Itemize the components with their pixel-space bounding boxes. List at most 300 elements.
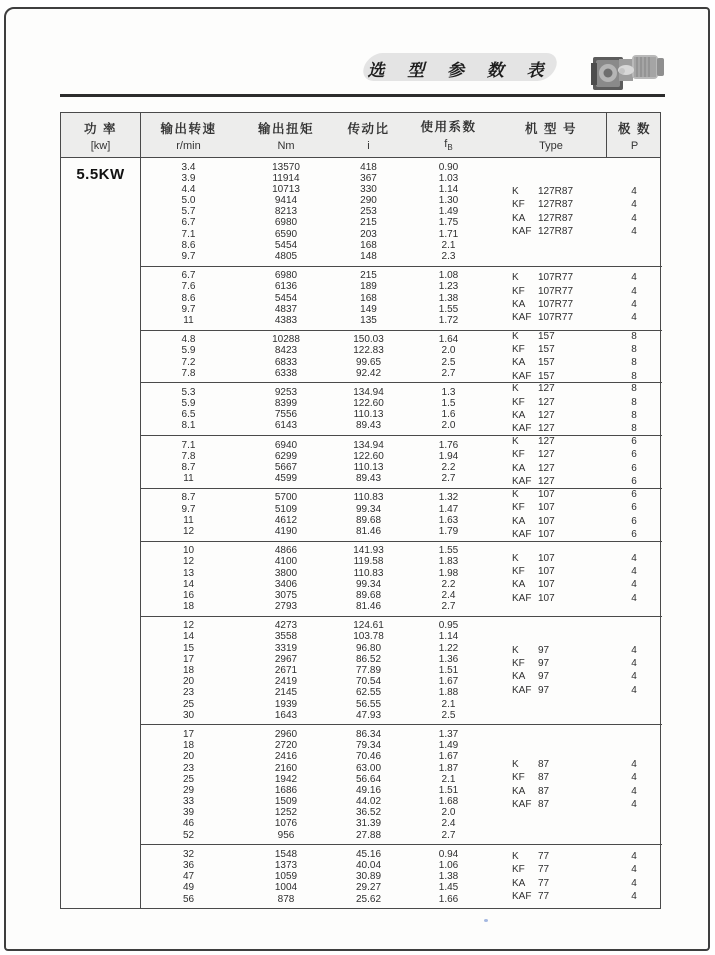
- service-factor-cell: 1.67: [438, 751, 459, 763]
- type-row: [496, 449, 662, 462]
- poles-cell: 8: [631, 344, 637, 356]
- speed-cell: 25: [182, 698, 195, 710]
- type-prefix: KA: [512, 515, 526, 527]
- type-model: 127R87: [538, 226, 574, 238]
- speed-cell: 8.6: [181, 292, 196, 304]
- type-row: [496, 592, 662, 605]
- type-row: [496, 501, 662, 514]
- type-prefix: KAF: [512, 312, 532, 324]
- speed-cell: 9.7: [181, 303, 196, 315]
- poles-cell: 6: [631, 529, 637, 541]
- type-list: [496, 758, 662, 812]
- ratio-cell: 81.46: [355, 601, 382, 613]
- torque-cell: 6833: [274, 356, 298, 368]
- ratio-cell: 81.46: [355, 525, 382, 537]
- torque-cell: 9253: [274, 386, 298, 398]
- type-model: 77: [538, 851, 550, 862]
- type-prefix: KA: [512, 785, 526, 797]
- ratio-cell: 110.13: [353, 409, 384, 421]
- service-factor-cell: 1.51: [438, 784, 459, 796]
- type-prefix: KF: [512, 344, 525, 356]
- ratio-cell: 89.43: [355, 420, 382, 432]
- type-row: [496, 185, 662, 198]
- type-model: 107R77: [538, 312, 574, 324]
- type-model: 107: [538, 552, 555, 564]
- ratio-cell: 134.94: [353, 386, 384, 398]
- type-prefix: KAF: [512, 226, 532, 238]
- ratio-cell: 168: [360, 239, 377, 251]
- type-list: [496, 382, 662, 436]
- col-header-speed: 输出转速 r/min: [160, 121, 217, 152]
- service-factor-cell: 1.14: [438, 183, 459, 195]
- ratio-cell: 99.65: [355, 356, 382, 368]
- torque-cell: 2160: [274, 762, 298, 774]
- torque-cell: 3319: [274, 642, 298, 654]
- type-prefix: KF: [512, 285, 525, 297]
- poles-cell: 4: [631, 759, 637, 771]
- type-model: 107: [538, 566, 555, 578]
- type-row: [496, 343, 662, 356]
- col-header-service-factor: 使用系数 $f_B$: [420, 120, 477, 153]
- type-cell: [496, 370, 606, 383]
- torque-cell: 2967: [274, 653, 298, 665]
- ratio-cell: 148: [360, 251, 377, 262]
- type-row: [496, 330, 662, 343]
- type-cell: [496, 212, 606, 225]
- service-factor-cell: 1.30: [438, 195, 459, 207]
- type-list: [496, 552, 662, 606]
- torque-cell: 4383: [274, 314, 298, 326]
- ratio-cell: 89.68: [355, 514, 382, 526]
- type-prefix: KF: [512, 199, 525, 211]
- col-header-ratio: 传动比 i: [347, 121, 390, 152]
- torque-cell: 4599: [274, 473, 298, 485]
- type-cell: [496, 592, 606, 605]
- service-factor-cell: 1.23: [438, 281, 459, 293]
- type-row: [496, 312, 662, 325]
- torque-cell: 7556: [274, 409, 298, 421]
- ratio-cell: 29.27: [355, 882, 382, 894]
- ratio-cell: 89.68: [355, 589, 382, 601]
- speed-cell: 8.7: [181, 492, 196, 504]
- type-cell: [496, 758, 606, 771]
- data-row: [141, 830, 662, 841]
- service-factor-cell: 1.45: [438, 882, 459, 894]
- service-factor-cell: 1.22: [438, 642, 459, 654]
- speed-cell: 11: [183, 473, 194, 485]
- torque-cell: 6338: [274, 367, 298, 379]
- type-row: [496, 271, 662, 284]
- type-row: [496, 515, 662, 528]
- poles-cell: 8: [631, 370, 637, 382]
- service-factor-cell: 1.06: [438, 860, 459, 871]
- service-factor-cell: 1.36: [438, 653, 459, 665]
- speed-cell: 16: [182, 589, 195, 601]
- table-block: [141, 266, 662, 330]
- type-model: 77: [538, 864, 550, 876]
- poles-cell: 4: [631, 579, 637, 591]
- type-list: [496, 435, 662, 489]
- type-cell: [496, 475, 606, 488]
- speed-cell: 14: [182, 631, 195, 643]
- ratio-cell: 77.89: [355, 665, 382, 676]
- type-cell: [496, 298, 606, 311]
- type-row: [496, 644, 662, 657]
- ratio-cell: 86.52: [355, 653, 382, 665]
- type-row: [496, 785, 662, 798]
- data-row: [141, 173, 662, 184]
- speed-cell: 25: [182, 773, 195, 785]
- service-factor-cell: 2.0: [441, 345, 456, 357]
- service-factor-cell: 2.7: [441, 601, 456, 613]
- speed-cell: 30: [182, 709, 195, 721]
- speed-cell: 4.4: [181, 183, 196, 195]
- type-prefix: K: [512, 436, 519, 448]
- torque-cell: 4273: [274, 620, 298, 632]
- type-model: 107R77: [538, 285, 574, 297]
- torque-cell: 8213: [274, 206, 298, 218]
- speed-cell: 36: [182, 860, 195, 871]
- type-row: [496, 877, 662, 890]
- service-factor-cell: 1.83: [438, 556, 459, 568]
- type-prefix: KAF: [512, 593, 532, 605]
- type-cell: [496, 409, 606, 422]
- type-prefix: K: [512, 851, 519, 862]
- torque-cell: 4805: [274, 251, 298, 262]
- poles-cell: 4: [631, 864, 637, 876]
- type-model: 87: [538, 799, 550, 811]
- type-cell: [496, 343, 606, 356]
- type-prefix: KF: [512, 658, 525, 670]
- torque-cell: 1509: [274, 796, 298, 808]
- type-prefix: KA: [512, 877, 526, 889]
- type-prefix: K: [512, 272, 519, 284]
- speed-cell: 29: [182, 784, 195, 796]
- type-prefix: KF: [512, 396, 525, 408]
- ratio-cell: 27.88: [355, 829, 382, 841]
- torque-cell: 956: [277, 829, 295, 841]
- type-prefix: K: [512, 644, 519, 656]
- data-blocks: [141, 158, 662, 908]
- service-factor-cell: 2.0: [441, 420, 456, 432]
- type-prefix: KF: [512, 864, 525, 876]
- torque-cell: 10288: [272, 334, 300, 346]
- table-block: [141, 488, 662, 541]
- type-model: 97: [538, 644, 550, 656]
- power-cell: [61, 158, 141, 908]
- poles-cell: 4: [631, 299, 637, 311]
- torque-cell: 2793: [274, 601, 298, 613]
- service-factor-cell: 2.7: [441, 473, 456, 485]
- poles-cell: 6: [631, 502, 637, 514]
- type-cell: [496, 863, 606, 876]
- type-cell: [496, 285, 606, 298]
- speed-cell: 7.1: [181, 228, 196, 240]
- poles-cell: 4: [631, 772, 637, 784]
- torque-cell: 1059: [274, 871, 298, 883]
- speed-cell: 49: [182, 882, 195, 894]
- ratio-cell: 189: [360, 281, 377, 293]
- type-row: [496, 798, 662, 811]
- service-factor-cell: 2.4: [441, 589, 456, 601]
- type-cell: [496, 785, 606, 798]
- scan-speck: [484, 919, 488, 922]
- torque-cell: 6299: [274, 450, 298, 462]
- type-model: 127R87: [538, 186, 574, 198]
- torque-cell: 4612: [274, 514, 298, 526]
- type-cell: [496, 552, 606, 565]
- torque-cell: 13570: [272, 161, 300, 173]
- table-block: [141, 158, 662, 266]
- ratio-cell: 70.46: [355, 751, 382, 763]
- ratio-cell: 25.62: [355, 893, 382, 905]
- type-cell: [496, 515, 606, 528]
- type-model: 127: [538, 436, 555, 448]
- page-title: 选 型 参 数 表: [367, 61, 553, 80]
- torque-cell: 11914: [272, 172, 300, 184]
- service-factor-cell: 1.98: [438, 567, 459, 579]
- speed-cell: 20: [182, 751, 195, 763]
- ratio-cell: 56.64: [355, 773, 382, 785]
- speed-cell: 18: [182, 665, 195, 676]
- speed-cell: 6.7: [181, 270, 196, 282]
- torque-cell: 1643: [274, 709, 298, 721]
- type-model: 157: [538, 357, 555, 369]
- ratio-cell: 110.83: [353, 567, 384, 579]
- torque-cell: 2416: [274, 751, 298, 763]
- type-row: [496, 552, 662, 565]
- type-model: 127: [538, 423, 555, 435]
- speed-cell: 12: [182, 525, 195, 537]
- poles-cell: 4: [631, 226, 637, 238]
- type-list: [496, 850, 662, 904]
- ratio-cell: 31.39: [355, 818, 382, 830]
- data-row: [141, 251, 662, 262]
- type-prefix: KAF: [512, 799, 532, 811]
- speed-cell: 12: [182, 556, 195, 568]
- type-prefix: KA: [512, 212, 526, 224]
- poles-cell: 4: [631, 212, 637, 224]
- data-row: [141, 631, 662, 642]
- ratio-cell: 135: [360, 314, 377, 326]
- type-prefix: KAF: [512, 476, 532, 488]
- poles-cell: 8: [631, 396, 637, 408]
- torque-cell: 3075: [274, 589, 298, 601]
- type-row: [496, 758, 662, 771]
- type-row: [496, 771, 662, 784]
- type-prefix: KF: [512, 449, 525, 461]
- torque-cell: 1942: [274, 773, 298, 785]
- poles-cell: 6: [631, 463, 637, 474]
- service-factor-cell: 2.7: [441, 367, 456, 379]
- service-factor-cell: 1.51: [438, 665, 459, 676]
- type-prefix: KAF: [512, 370, 532, 382]
- service-factor-cell: 1.68: [438, 796, 459, 808]
- torque-cell: 5454: [274, 239, 298, 251]
- ratio-cell: 103.78: [353, 631, 384, 643]
- type-model: 97: [538, 684, 550, 696]
- service-factor-cell: 1.32: [438, 492, 459, 504]
- type-prefix: K: [512, 186, 519, 198]
- type-cell: [496, 435, 606, 448]
- speed-cell: 3.9: [181, 172, 196, 184]
- type-cell: [496, 271, 606, 284]
- type-cell: [496, 565, 606, 578]
- type-model: 127: [538, 449, 555, 461]
- type-prefix: KA: [512, 410, 526, 422]
- type-row: [496, 212, 662, 225]
- speed-cell: 18: [182, 601, 195, 613]
- table-block: [141, 541, 662, 616]
- speed-cell: 4.8: [181, 334, 196, 346]
- torque-cell: 5667: [274, 462, 298, 473]
- type-model: 77: [538, 891, 550, 903]
- speed-cell: 17: [182, 653, 195, 665]
- ratio-cell: 56.55: [355, 698, 382, 710]
- type-row: [496, 298, 662, 311]
- col-header-torque: 输出扭矩 Nm: [257, 121, 314, 152]
- torque-cell: 2960: [274, 728, 298, 740]
- ratio-cell: 141.93: [353, 545, 384, 557]
- ratio-cell: 149: [360, 303, 377, 315]
- torque-cell: 4190: [274, 525, 298, 537]
- speed-cell: 17: [182, 728, 195, 740]
- ratio-cell: 418: [360, 161, 377, 173]
- ratio-cell: 36.52: [355, 807, 382, 819]
- poles-cell: 8: [631, 423, 637, 435]
- poles-cell: 4: [631, 658, 637, 670]
- service-factor-cell: 1.87: [438, 762, 459, 774]
- service-factor-cell: 2.1: [441, 773, 456, 785]
- speed-cell: 52: [182, 829, 195, 841]
- speed-cell: 39: [182, 807, 195, 819]
- ratio-cell: 86.34: [355, 728, 382, 740]
- speed-cell: 11: [183, 514, 194, 526]
- type-cell: [496, 890, 606, 903]
- speed-cell: 32: [182, 848, 195, 860]
- poles-cell: 8: [631, 357, 637, 369]
- ratio-cell: 92.42: [355, 367, 382, 379]
- speed-cell: 6.5: [181, 409, 196, 421]
- speed-cell: 5.3: [181, 386, 196, 398]
- type-prefix: KA: [512, 671, 526, 683]
- type-cell: [496, 644, 606, 657]
- type-row: [496, 890, 662, 903]
- speed-cell: 20: [182, 676, 195, 688]
- service-factor-cell: 1.3: [441, 386, 456, 398]
- data-row: [141, 699, 662, 710]
- ratio-cell: 44.02: [355, 796, 382, 808]
- ratio-cell: 290: [360, 195, 377, 207]
- speed-cell: 8.6: [181, 239, 196, 251]
- speed-cell: 14: [182, 578, 195, 590]
- type-list: [496, 644, 662, 698]
- service-factor-cell: 2.2: [441, 578, 456, 590]
- service-factor-cell: 2.7: [441, 829, 456, 841]
- ratio-cell: 110.13: [353, 462, 384, 473]
- type-model: 107R77: [538, 272, 574, 284]
- torque-cell: 1076: [274, 818, 298, 830]
- type-model: 97: [538, 671, 550, 683]
- ratio-cell: 124.61: [353, 620, 384, 632]
- torque-cell: 2720: [274, 740, 298, 752]
- speed-cell: 11: [183, 314, 194, 326]
- poles-cell: 6: [631, 449, 637, 461]
- service-factor-cell: 0.94: [438, 848, 459, 860]
- table-block: [141, 844, 662, 908]
- torque-cell: 8423: [274, 345, 298, 357]
- poles-cell: 4: [631, 877, 637, 889]
- type-list: [496, 271, 662, 325]
- service-factor-cell: 1.49: [438, 206, 459, 218]
- type-prefix: KF: [512, 772, 525, 784]
- service-factor-cell: 1.5: [441, 398, 456, 410]
- type-list: [496, 330, 662, 384]
- torque-cell: 4837: [274, 303, 298, 315]
- type-cell: [496, 579, 606, 592]
- ratio-cell: 253: [360, 206, 377, 218]
- col-header-type: 机 型 号 Type: [525, 121, 577, 152]
- type-cell: [496, 423, 606, 436]
- ratio-cell: 79.34: [355, 740, 382, 752]
- type-cell: [496, 657, 606, 670]
- type-row: [496, 863, 662, 876]
- type-row: [496, 671, 662, 684]
- ratio-cell: 99.34: [355, 578, 382, 590]
- service-factor-cell: 1.94: [438, 450, 459, 462]
- torque-cell: 1373: [274, 860, 298, 871]
- ratio-cell: 49.16: [355, 784, 382, 796]
- service-factor-cell: 2.1: [441, 239, 456, 251]
- table-block: [141, 330, 662, 383]
- type-model: 107: [538, 502, 555, 514]
- type-model: 87: [538, 785, 550, 797]
- type-model: 97: [538, 658, 550, 670]
- type-row: [496, 475, 662, 488]
- poles-cell: 4: [631, 851, 637, 862]
- poles-cell: 4: [631, 684, 637, 696]
- type-cell: [496, 771, 606, 784]
- ratio-cell: 330: [360, 183, 377, 195]
- ratio-cell: 89.43: [355, 473, 382, 485]
- poles-cell: 4: [631, 312, 637, 324]
- data-row: [141, 818, 662, 829]
- poles-cell: 4: [631, 644, 637, 656]
- type-cell: [496, 198, 606, 211]
- ratio-cell: 99.34: [355, 503, 382, 515]
- service-factor-cell: 1.14: [438, 631, 459, 643]
- type-list: [496, 185, 662, 239]
- torque-cell: 6590: [274, 228, 298, 240]
- speed-cell: 10: [182, 545, 195, 557]
- poles-cell: 4: [631, 272, 637, 284]
- type-prefix: KA: [512, 463, 526, 474]
- service-factor-cell: 2.1: [441, 698, 456, 710]
- type-row: [496, 225, 662, 238]
- type-row: [496, 579, 662, 592]
- table-block: [141, 382, 662, 435]
- service-factor-cell: 1.88: [438, 687, 459, 699]
- type-model: 107: [538, 579, 555, 591]
- ratio-cell: 122.60: [353, 450, 384, 462]
- service-factor-cell: 1.66: [438, 893, 459, 905]
- type-cell: [496, 850, 606, 863]
- service-factor-cell: 0.90: [438, 161, 459, 173]
- type-model: 127R87: [538, 199, 574, 211]
- torque-cell: 1548: [274, 848, 298, 860]
- type-model: 77: [538, 877, 550, 889]
- speed-cell: 5.9: [181, 345, 196, 357]
